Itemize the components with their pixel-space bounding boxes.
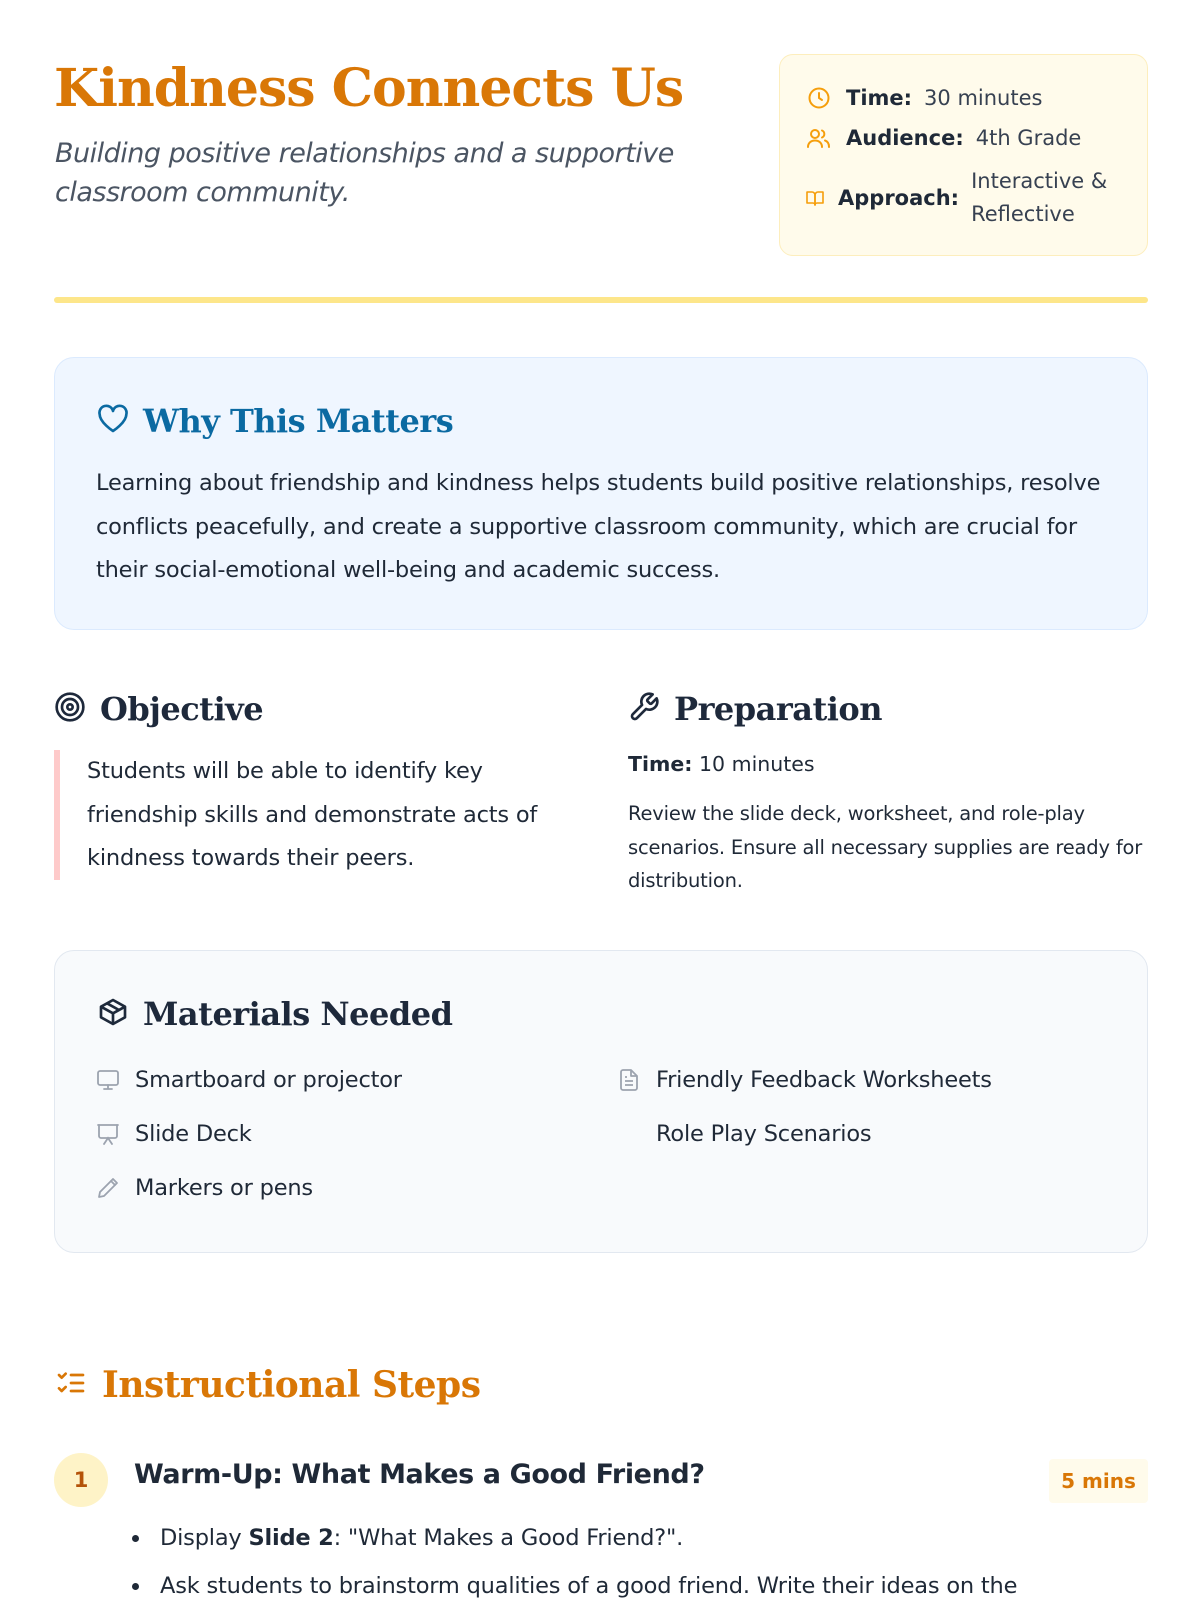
bullet-text: Ask students to brainstorm qualities of a good friend. Write their ideas on the <box>160 1573 1018 1599</box>
blank-icon <box>616 1121 642 1147</box>
materials-heading-row <box>97 995 452 1033</box>
preparation-heading: Preparation <box>674 690 883 728</box>
material-item <box>95 1175 313 1201</box>
materials-heading: Materials Needed <box>143 995 453 1033</box>
objective-text: Students will be able to identify key friendship skills and demonstrate acts of kindness towards their peers. <box>87 758 538 871</box>
step-bullet <box>132 1566 1142 1600</box>
lesson-meta-card <box>779 54 1148 256</box>
meta-approach-value: Interactive & Reflective <box>971 169 1108 226</box>
meta-time-label: Time: <box>846 86 913 110</box>
heart-icon <box>97 404 129 438</box>
objective-accent-bar <box>54 750 60 880</box>
preparation-text: Review the slide deck, worksheet, and role-play scenarios. Ensure all necessary supplies are ready for distribution. <box>628 802 1143 892</box>
meta-time-row <box>806 85 1042 111</box>
target-icon <box>54 691 86 727</box>
materials-card <box>54 950 1148 1253</box>
why-heading: Why This Matters <box>143 402 454 440</box>
why-text: Learning about friendship and kindness helps students build positive relationships, resolve conflicts peacefully, and create a supportive classroom community, which are crucial for their social-emotional well-being and academic success. <box>96 470 1101 583</box>
material-item <box>616 1067 992 1093</box>
users-icon <box>806 125 832 151</box>
monitor-icon <box>95 1067 121 1093</box>
material-label: Role Play Scenarios <box>656 1121 872 1147</box>
preparation-time <box>628 752 815 776</box>
steps-heading-row <box>54 1364 480 1406</box>
material-label: Friendly Feedback Worksheets <box>656 1067 992 1093</box>
page-title: Kindness Connects Us <box>54 58 684 119</box>
wrench-icon <box>628 691 660 727</box>
objective-heading-row <box>54 690 263 728</box>
why-heading-row <box>97 402 453 440</box>
meta-approach-label: Approach: <box>838 186 960 210</box>
presentation-icon <box>95 1121 121 1147</box>
material-item <box>616 1121 871 1147</box>
clock-icon <box>806 85 832 111</box>
step-duration-badge: 5 mins <box>1049 1459 1148 1503</box>
material-item <box>95 1121 252 1147</box>
bullet-text: : "What Makes a Good Friend?". <box>333 1525 684 1551</box>
preparation-heading-row <box>628 690 882 728</box>
why-this-matters-card <box>54 357 1148 630</box>
pencil-icon <box>95 1175 121 1201</box>
steps-heading: Instructional Steps <box>102 1364 481 1406</box>
material-label: Markers or pens <box>135 1175 313 1201</box>
step-bullet <box>132 1518 1142 1558</box>
bullet-bold-text: Slide 2 <box>248 1525 334 1551</box>
step-title: Warm-Up: What Makes a Good Friend? <box>134 1459 705 1490</box>
preparation-time-label: Time: <box>628 752 693 776</box>
material-label: Smartboard or projector <box>135 1067 402 1093</box>
meta-approach-row <box>806 165 1121 231</box>
material-label: Slide Deck <box>135 1121 252 1147</box>
step-number-badge: 1 <box>54 1453 108 1507</box>
header-divider <box>54 297 1148 303</box>
meta-audience-value: 4th Grade <box>975 126 1082 150</box>
page-subtitle: Building positive relationships and a supportive classroom community. <box>55 138 674 208</box>
meta-audience-row <box>806 125 1081 151</box>
book-open-icon <box>806 185 824 211</box>
meta-audience-label: Audience: <box>846 126 964 150</box>
list-checks-icon <box>54 1367 88 1403</box>
package-icon <box>97 996 129 1032</box>
preparation-time-value: 10 minutes <box>699 752 815 776</box>
material-item <box>95 1067 402 1093</box>
file-text-icon <box>616 1067 642 1093</box>
objective-heading: Objective <box>100 690 264 728</box>
meta-time-value: 30 minutes <box>924 86 1043 110</box>
bullet-text: Display <box>160 1525 249 1551</box>
